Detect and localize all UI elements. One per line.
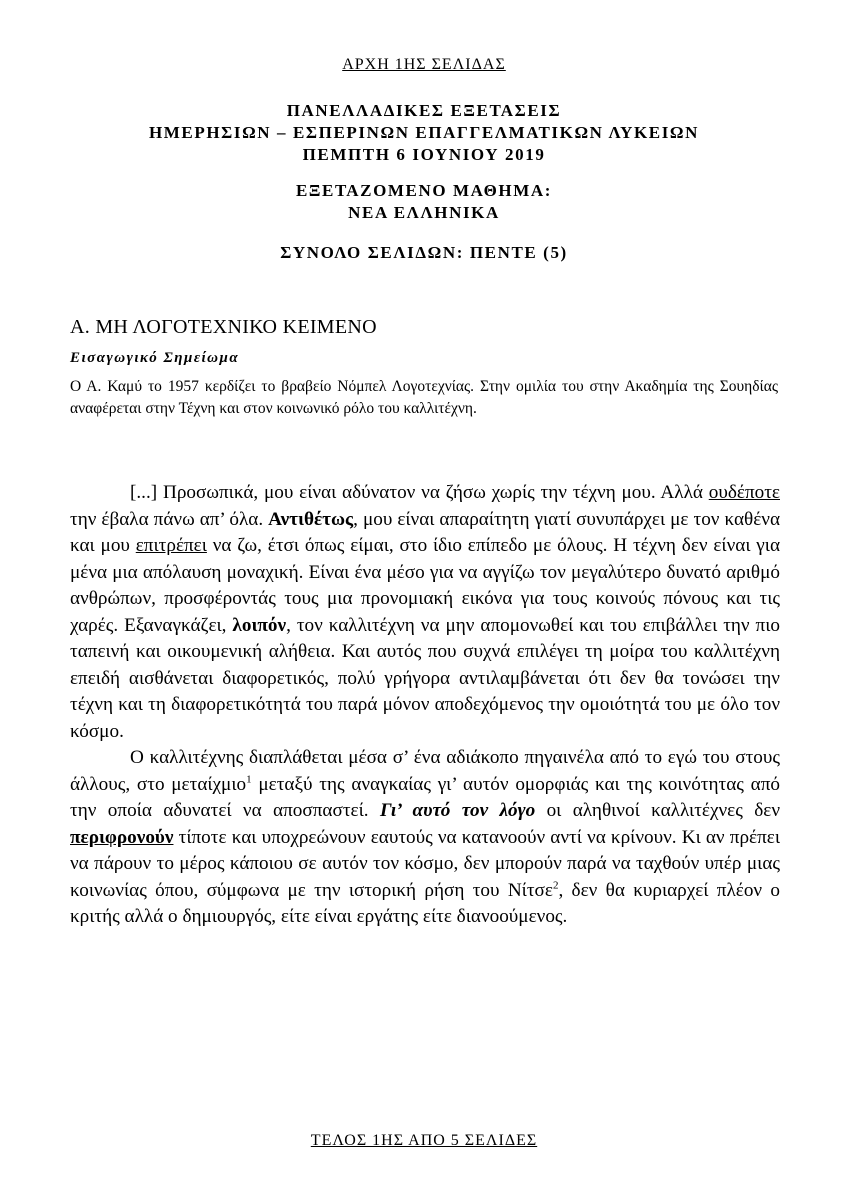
exam-line-1: ΠΑΝΕΛΛΑΔΙΚΕΣ ΕΞΕΤΑΣΕΙΣ [286, 101, 562, 120]
p1-text-4: να ζω, έτσι όπως είμαι, στο ίδιο επίπεδο με όλους. Η τέχνη δεν είναι για μένα μια απόλαυση μοναχική. Είναι ένα μέσο για να αγγίζω τον μεγαλύτερο δυνατό αριθμό ανθρώπων, προσφέροντάς τους μια προνομιακή εικόνα για τους κοινούς πόνους και τις χαρές. Εξαναγκάζει, [70, 535, 780, 636]
p2-text-1: Ο καλλιτέχνης διαπλάθεται μέσα σ’ ένα αδιάκοπο πηγαινέλα από το εγώ του στους άλλους, στο μεταίχμιο [70, 747, 780, 795]
p2-text-3: οι αληθινοί καλλιτέχνες δεν [535, 800, 780, 821]
p1-bold-1: Αντιθέτως [268, 508, 354, 530]
page-end-marker: ΤΕΛΟΣ 1ΗΣ ΑΠΟ 5 ΣΕΛΙΔΕΣ [310, 1132, 538, 1149]
p1-text-1: [...] Προσωπικά, μου είναι αδύνατον να ζήσω χωρίς την τέχνη μου. Αλλά [130, 482, 709, 503]
p1-text-3: , μου είναι απαραίτητη γιατί συνυπάρχει με τον καθένα και μου [70, 508, 780, 556]
subject-label: ΕΞΕΤΑΖΟΜΕΝΟ ΜΑΘΗΜΑ: [295, 181, 552, 200]
total-pages: ΣΥΝΟΛΟ ΣΕΛΙΔΩΝ: ΠΕΝΤΕ (5) [280, 243, 568, 262]
p1-underlined-2: επιτρέπει [135, 535, 207, 556]
p2-text-5: , δεν θα κυριαρχεί πλέον ο κριτής αλλά ο δημιουργός, είτε είναι εργάτης είτε διανοούμενος. [70, 879, 780, 927]
p2-bold-italic-1: Γι’ αυτό τον λόγο [379, 800, 536, 821]
paragraph-1 [70, 480, 780, 745]
subject-name: ΝΕΑ ΕΛΛΗΝΙΚΑ [348, 203, 500, 222]
paragraph-2 [70, 745, 780, 931]
page-start-marker: ΑΡΧΗ 1ΗΣ ΣΕΛΙΔΑΣ [342, 56, 506, 73]
subject-heading [0, 180, 848, 224]
p2-bold-underlined-1: περιφρονούν [70, 826, 174, 848]
exam-heading [0, 100, 848, 166]
footnote-ref-2: 2 [552, 879, 559, 892]
p1-text-5: , τον καλλιτέχνη να μην απομονωθεί και του επιβάλλει την πιο ταπεινή και οικουμενική αλήθεια. Και αυτός που συχνά επιλέγει τη μοίρα του καλλιτέχνη επειδή αισθάνεται διαφορετικός, πολύ γρήγορα αντιλαμβάνεται ότι δεν θα τονώσει την τέχνη και τη διαφορετικότητά του παρά μόνον αποδεχόμενος την ομοιότητά του με όλο τον κόσμο. [70, 614, 781, 742]
section-title: Α. ΜΗ ΛΟΓΟΤΕΧΝΙΚΟ ΚΕΙΜΕΝΟ [70, 316, 377, 338]
main-text [70, 480, 780, 931]
p1-underlined-1: ουδέποτε [708, 482, 780, 503]
exam-date: ΠΕΜΠΤΗ 6 ΙΟΥΝΙΟΥ 2019 [302, 145, 546, 164]
p2-text-4: τίποτε και υποχρεώνουν εαυτούς να κατανοούν αντί να κρίνουν. Κι αν πρέπει να πάρουν το μέρος κάποιου σε αυτόν τον κόσμο, δεν μπορούν παρά να ταχθούν υπέρ μιας κοινωνίας όπου, σύμφωνα με την ιστορική ρήση του Νίτσε [70, 826, 780, 901]
p2-text-2: μεταξύ της αναγκαίας γι’ αυτόν ομορφιάς και της κοινότητας από την οποία αδυνατεί να αποσπαστεί. [70, 773, 780, 821]
footnote-ref-1: 1 [246, 773, 252, 786]
intro-text: Ο Α. Καμύ το 1957 κερδίζει το βραβείο Νόμπελ Λογοτεχνίας. Στην ομιλία του στην Ακαδημία της Σουηδίας αναφέρεται στην Τέχνη και στον κοινωνικό ρόλο του καλλιτέχνη. [70, 378, 778, 417]
p1-bold-2: λοιπόν [232, 614, 287, 636]
exam-line-2: ΗΜΕΡΗΣΙΩΝ – ΕΣΠΕΡΙΝΩΝ ΕΠΑΓΓΕΛΜΑΤΙΚΩΝ ΛΥΚΕΙΩΝ [148, 123, 700, 142]
intro-title: Εισαγωγικό Σημείωμα [70, 350, 240, 366]
p1-text-2: την έβαλα πάνω απ’ όλα. [70, 508, 269, 530]
